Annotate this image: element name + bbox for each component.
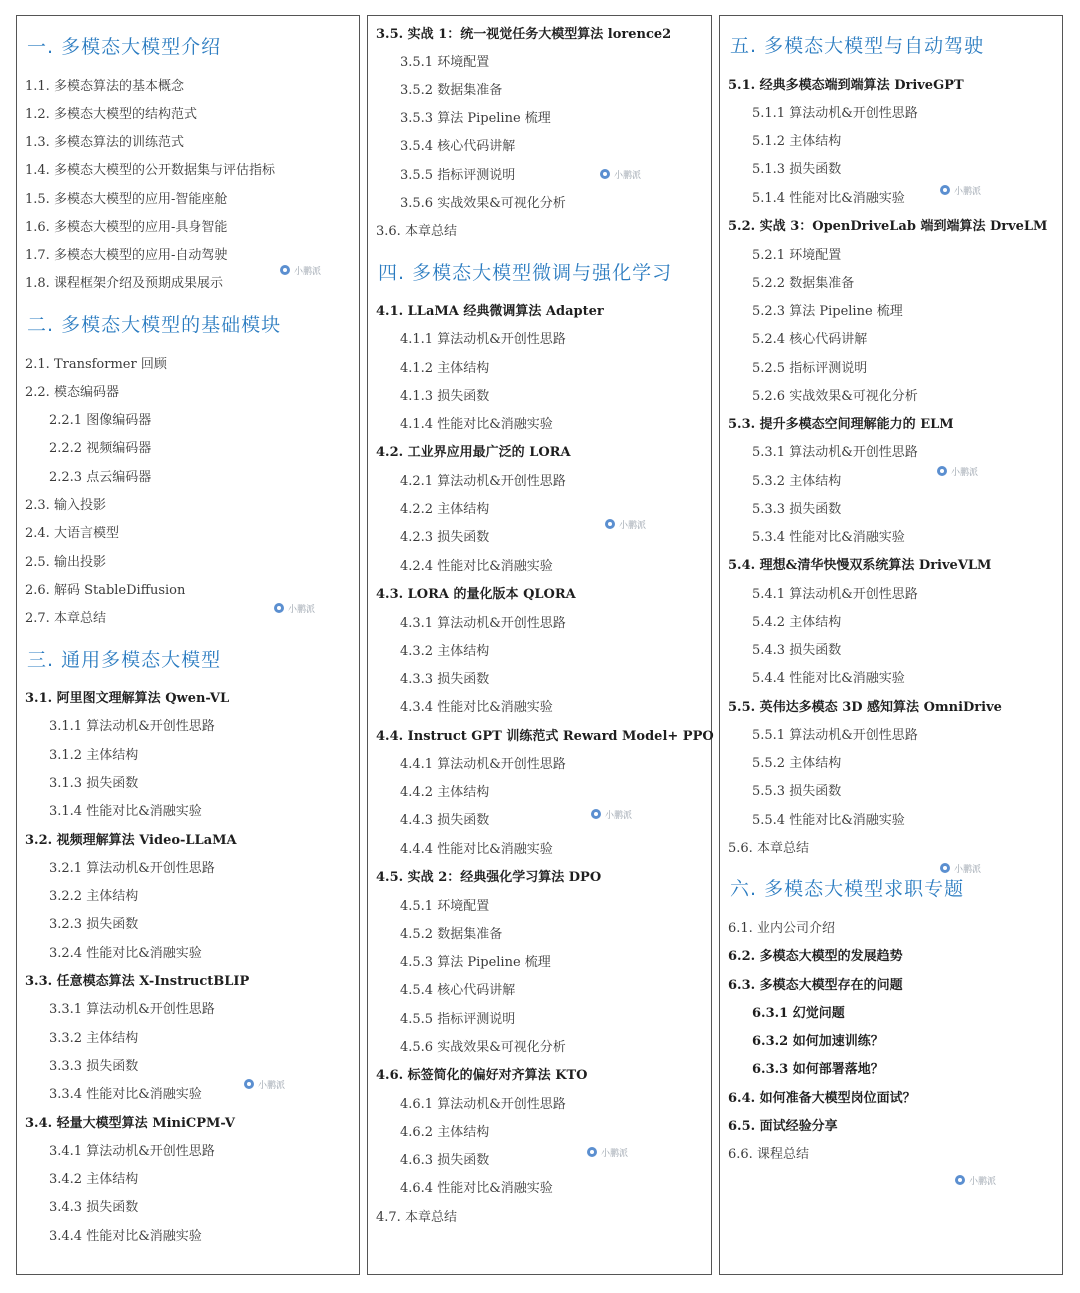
toc-section: 2.4. 大语言模型: [25, 526, 119, 541]
watermark: [955, 1174, 996, 1187]
toc-subsection: 3.5.5 指标评测说明: [400, 168, 516, 183]
toc-subsection: 5.1.3 损失函数: [752, 162, 842, 177]
toc-section: 3.2. 视频理解算法 Video-LLaMA: [25, 833, 237, 848]
toc-subsection: 5.2.3 算法 Pipeline 梳理: [752, 304, 903, 319]
toc-subsection: 5.5.2 主体结构: [752, 756, 842, 771]
watermark-text: 小鹏派: [288, 605, 316, 615]
toc-subsection: 4.5.6 实战效果&可视化分析: [400, 1040, 566, 1055]
watermark-text: 小鹏派: [969, 1177, 997, 1187]
toc-subsection: 4.5.2 数据集准备: [400, 927, 503, 942]
toc-subsection: 4.3.4 性能对比&消融实验: [400, 700, 553, 715]
toc-subsection: 5.3.3 损失函数: [752, 502, 842, 517]
toc-section: 2.7. 本章总结: [25, 611, 106, 626]
toc-subsection: 5.3.4 性能对比&消融实验: [752, 530, 905, 545]
toc-section: 6.5. 面试经验分享: [728, 1119, 838, 1134]
toc-section: 4.6. 标签简化的偏好对齐算法 KTO: [376, 1068, 588, 1083]
toc-subsection: 3.5.3 算法 Pipeline 梳理: [400, 111, 551, 126]
toc-section: 5.6. 本章总结: [728, 841, 809, 856]
toc-subsection: 3.3.3 损失函数: [49, 1059, 139, 1074]
toc-subsection: 5.3.2 主体结构: [752, 474, 842, 489]
toc-subsection: 3.1.3 损失函数: [49, 776, 139, 791]
toc-subsection: 5.5.1 算法动机&开创性思路: [752, 728, 918, 743]
toc-subsection: 6.3.3 如何部署落地？: [752, 1062, 884, 1077]
chapter-heading: 一. 多模态大模型介绍: [27, 36, 222, 58]
toc-subsection: 3.2.4 性能对比&消融实验: [49, 946, 202, 961]
toc-subsection: 5.2.1 环境配置: [752, 248, 842, 263]
toc-section: 4.3. LORA 的量化版本 QLORA: [376, 587, 576, 602]
toc-subsection: 4.5.5 指标评测说明: [400, 1012, 516, 1027]
toc-subsection: 3.2.1 算法动机&开创性思路: [49, 861, 215, 876]
toc-section: 4.2. 工业界应用最广泛的 LORA: [376, 445, 571, 460]
toc-subsection: 5.2.2 数据集准备: [752, 276, 855, 291]
toc-section: 2.3. 输入投影: [25, 498, 106, 513]
toc-subsection: 4.3.1 算法动机&开创性思路: [400, 616, 566, 631]
watermark-text: 小鹏派: [951, 468, 979, 478]
toc-subsection: 5.4.3 损失函数: [752, 643, 842, 658]
watermark-text: 小鹏派: [614, 171, 642, 181]
toc-section: 1.1. 多模态算法的基本概念: [25, 79, 184, 94]
watermark-logo-icon: [600, 169, 610, 179]
toc-subsection: 5.1.4 性能对比&消融实验: [752, 191, 905, 206]
watermark-logo-icon: [605, 519, 615, 529]
toc-subsection: 3.5.4 核心代码讲解: [400, 139, 516, 154]
toc-section: 4.5. 实战 2：经典强化学习算法 DPO: [376, 870, 602, 885]
toc-subsection: 3.3.4 性能对比&消融实验: [49, 1087, 202, 1102]
toc-section: 5.1. 经典多模态端到端算法 DriveGPT: [728, 78, 964, 93]
watermark: [600, 168, 641, 181]
watermark: [591, 808, 632, 821]
toc-section: 6.2. 多模态大模型的发展趋势: [728, 949, 903, 964]
toc-section: 1.2. 多模态大模型的结构范式: [25, 107, 197, 122]
watermark: [605, 518, 646, 531]
watermark-logo-icon: [244, 1079, 254, 1089]
watermark-text: 小鹏派: [954, 865, 982, 875]
toc-subsection: 4.1.2 主体结构: [400, 361, 490, 376]
toc-subsection: 3.4.1 算法动机&开创性思路: [49, 1144, 215, 1159]
toc-subsection: 5.5.4 性能对比&消融实验: [752, 813, 905, 828]
toc-subsection: 5.4.1 算法动机&开创性思路: [752, 587, 918, 602]
toc-section: 1.4. 多模态大模型的公开数据集与评估指标: [25, 163, 275, 178]
toc-subsection: 5.2.4 核心代码讲解: [752, 332, 868, 347]
watermark: [940, 862, 981, 875]
toc-column-3: [719, 15, 1063, 1275]
toc-section: 2.1. Transformer 回顾: [25, 357, 167, 372]
toc-section: 2.6. 解码 StableDiffusion: [25, 583, 186, 598]
toc-section: 2.5. 输出投影: [25, 555, 106, 570]
toc-subsection: 5.2.6 实战效果&可视化分析: [752, 389, 918, 404]
watermark: [940, 184, 981, 197]
toc-subsection: 4.3.2 主体结构: [400, 644, 490, 659]
toc-section: 6.1. 业内公司介绍: [728, 921, 835, 936]
toc-subsection: 6.3.2 如何加速训练？: [752, 1034, 884, 1049]
toc-section: 5.4. 理想&清华快慢双系统算法 DriveVLM: [728, 558, 992, 573]
toc-section: 1.5. 多模态大模型的应用-智能座舱: [25, 192, 228, 207]
watermark: [280, 264, 321, 277]
chapter-heading: 二. 多模态大模型的基础模块: [27, 314, 282, 336]
toc-subsection: 3.2.3 损失函数: [49, 917, 139, 932]
toc-subsection: 4.4.3 损失函数: [400, 813, 490, 828]
watermark-text: 小鹏派: [258, 1081, 286, 1091]
watermark-logo-icon: [940, 863, 950, 873]
chapter-heading: 四. 多模态大模型微调与强化学习: [378, 262, 673, 284]
toc-subsection: 3.3.2 主体结构: [49, 1031, 139, 1046]
toc-subsection: 4.1.4 性能对比&消融实验: [400, 417, 553, 432]
watermark-logo-icon: [591, 809, 601, 819]
toc-subsection: 4.2.4 性能对比&消融实验: [400, 559, 553, 574]
toc-subsection: 4.4.2 主体结构: [400, 785, 490, 800]
toc-section: 1.8. 课程框架介绍及预期成果展示: [25, 276, 223, 291]
chapter-heading: 五. 多模态大模型与自动驾驶: [730, 35, 985, 57]
watermark-logo-icon: [280, 265, 290, 275]
toc-section: 2.2. 模态编码器: [25, 385, 119, 400]
toc-subsection: 4.6.3 损失函数: [400, 1153, 490, 1168]
toc-section: 3.5. 实战 1：统一视觉任务大模型算法 lorence2: [376, 27, 672, 42]
toc-section: 3.4. 轻量大模型算法 MiniCPM-V: [25, 1116, 235, 1131]
watermark-text: 小鹏派: [601, 1149, 629, 1159]
toc-section: 6.6. 课程总结: [728, 1147, 809, 1162]
toc-section: 3.3. 任意模态算法 X-InstructBLIP: [25, 974, 250, 989]
toc-subsection: 5.4.2 主体结构: [752, 615, 842, 630]
toc-subsection: 5.1.2 主体结构: [752, 134, 842, 149]
toc-section: 6.4. 如何准备大模型岗位面试？: [728, 1091, 916, 1106]
toc-section: 4.4. Instruct GPT 训练范式 Reward Model+ PPO: [376, 729, 714, 744]
toc-subsection: 4.6.2 主体结构: [400, 1125, 490, 1140]
toc-subsection: 4.5.1 环境配置: [400, 899, 490, 914]
toc-section: 5.3. 提升多模态空间理解能力的 ELM: [728, 417, 954, 432]
toc-subsection: 4.2.1 算法动机&开创性思路: [400, 474, 566, 489]
watermark-logo-icon: [940, 185, 950, 195]
toc-subsection: 4.5.3 算法 Pipeline 梳理: [400, 955, 551, 970]
toc-section: 4.7. 本章总结: [376, 1210, 457, 1225]
watermark: [244, 1078, 285, 1091]
watermark-text: 小鹏派: [619, 521, 647, 531]
toc-column-2: [367, 15, 712, 1275]
toc-subsection: 3.3.1 算法动机&开创性思路: [49, 1002, 215, 1017]
watermark: [937, 465, 978, 478]
toc-section: 1.7. 多模态大模型的应用-自动驾驶: [25, 248, 228, 263]
watermark: [587, 1146, 628, 1159]
toc-subsection: 4.3.3 损失函数: [400, 672, 490, 687]
toc-section: 3.1. 阿里图文理解算法 Qwen-VL: [25, 691, 230, 706]
toc-subsection: 3.5.6 实战效果&可视化分析: [400, 196, 566, 211]
toc-subsection: 3.4.3 损失函数: [49, 1200, 139, 1215]
toc-section: 1.3. 多模态算法的训练范式: [25, 135, 184, 150]
toc-subsection: 2.2.1 图像编码器: [49, 413, 152, 428]
toc-subsection: 3.5.2 数据集准备: [400, 83, 503, 98]
toc-subsection: 4.1.3 损失函数: [400, 389, 490, 404]
toc-section: 4.1. LLaMA 经典微调算法 Adapter: [376, 304, 604, 319]
watermark-logo-icon: [937, 466, 947, 476]
toc-subsection: 6.3.1 幻觉问题: [752, 1006, 845, 1021]
chapter-heading: 三. 通用多模态大模型: [27, 649, 222, 671]
toc-section: 6.3. 多模态大模型存在的问题: [728, 978, 903, 993]
watermark-text: 小鹏派: [294, 267, 322, 277]
toc-subsection: 4.4.1 算法动机&开创性思路: [400, 757, 566, 772]
toc-subsection: 4.2.3 损失函数: [400, 530, 490, 545]
watermark-logo-icon: [587, 1147, 597, 1157]
watermark-text: 小鹏派: [605, 811, 633, 821]
toc-subsection: 4.1.1 算法动机&开创性思路: [400, 332, 566, 347]
toc-subsection: 3.4.4 性能对比&消融实验: [49, 1229, 202, 1244]
toc-subsection: 5.5.3 损失函数: [752, 784, 842, 799]
watermark-logo-icon: [955, 1175, 965, 1185]
toc-subsection: 2.2.3 点云编码器: [49, 470, 152, 485]
toc-section: 5.5. 英伟达多模态 3D 感知算法 OmniDrive: [728, 700, 1002, 715]
toc-section: 3.6. 本章总结: [376, 224, 457, 239]
toc-subsection: 3.2.2 主体结构: [49, 889, 139, 904]
toc-subsection: 3.1.4 性能对比&消融实验: [49, 804, 202, 819]
toc-subsection: 4.5.4 核心代码讲解: [400, 983, 516, 998]
watermark-text: 小鹏派: [954, 187, 982, 197]
toc-section: 5.2. 实战 3：OpenDriveLab 端到端算法 DrveLM: [728, 219, 1048, 234]
toc-subsection: 3.1.2 主体结构: [49, 748, 139, 763]
toc-subsection: 4.4.4 性能对比&消融实验: [400, 842, 553, 857]
watermark-logo-icon: [274, 603, 284, 613]
toc-column-1: [16, 15, 360, 1275]
toc-subsection: 5.2.5 指标评测说明: [752, 361, 868, 376]
toc-subsection: 3.5.1 环境配置: [400, 55, 490, 70]
toc-subsection: 5.3.1 算法动机&开创性思路: [752, 445, 918, 460]
toc-subsection: 2.2.2 视频编码器: [49, 441, 152, 456]
toc-subsection: 5.1.1 算法动机&开创性思路: [752, 106, 918, 121]
toc-subsection: 4.2.2 主体结构: [400, 502, 490, 517]
toc-subsection: 4.6.4 性能对比&消融实验: [400, 1181, 553, 1196]
toc-subsection: 4.6.1 算法动机&开创性思路: [400, 1097, 566, 1112]
chapter-heading: 六. 多模态大模型求职专题: [730, 878, 965, 900]
toc-subsection: 5.4.4 性能对比&消融实验: [752, 671, 905, 686]
toc-section: 1.6. 多模态大模型的应用-具身智能: [25, 220, 228, 235]
toc-subsection: 3.4.2 主体结构: [49, 1172, 139, 1187]
toc-subsection: 3.1.1 算法动机&开创性思路: [49, 719, 215, 734]
watermark: [274, 602, 315, 615]
